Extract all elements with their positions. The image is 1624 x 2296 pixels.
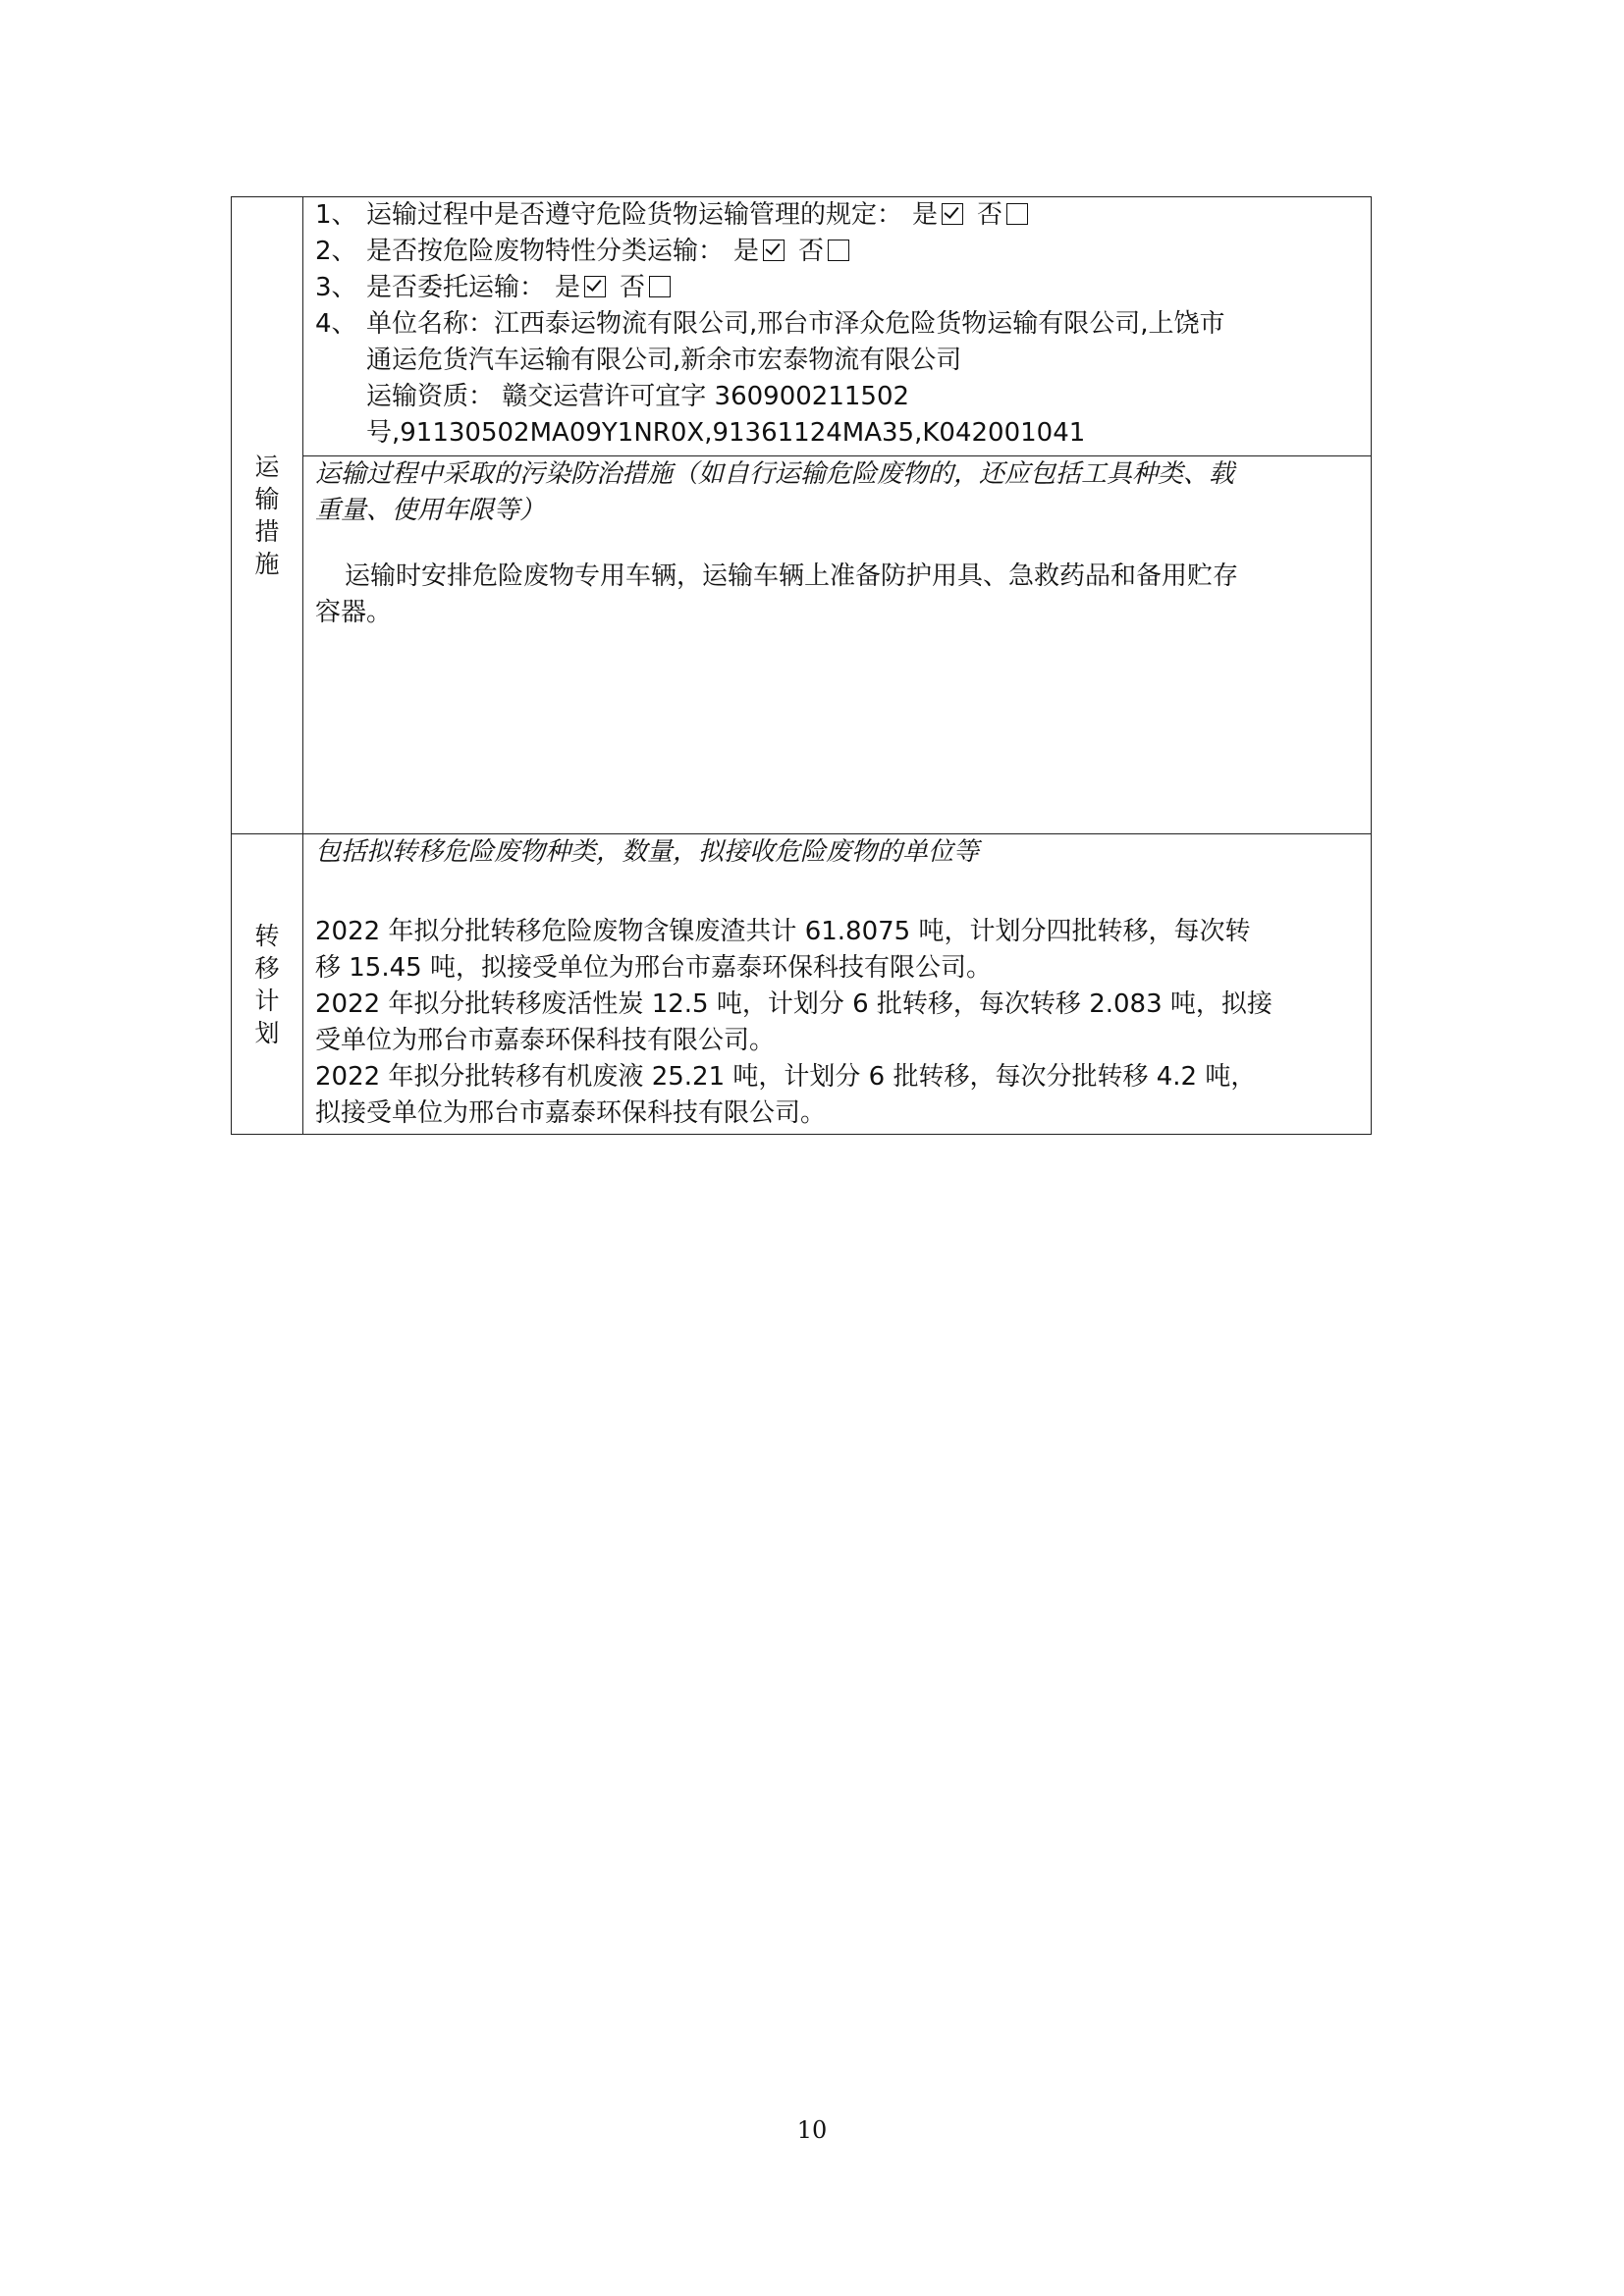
measures-prompt: 运输过程中采取的污染防治措施（如自行运输危险废物的，还应包括工具种类、载 [315, 459, 1235, 489]
transfer-plan-cell [303, 834, 1372, 1135]
transfer-line: 受单位为邢台市嘉泰环保科技有限公司。 [315, 1026, 776, 1055]
question-3: 3、 是否委托运输： 是 否 [315, 270, 1371, 306]
question-4: 4、 单位名称：江西泰运物流有限公司,邢台市泽众危险货物运输有限公司,上饶市 [315, 309, 1225, 339]
q1-no-checkbox[interactable] [1006, 203, 1028, 225]
q1-yes-checkbox[interactable] [942, 203, 963, 225]
q3-yes-checkbox[interactable] [584, 276, 606, 297]
transport-measures-cell [303, 456, 1372, 834]
q3-no-checkbox[interactable] [649, 276, 671, 297]
transfer-line: 2022 年拟分批转移废活性炭 12.5 吨，计划分 6 批转移，每次转移 2.083 吨，拟接 [315, 989, 1272, 1019]
transport-qualification: 运输资质： 赣交运营许可宜字 360900211502 [366, 382, 910, 411]
transport-questions-cell [303, 197, 1372, 456]
measures-text: 运输时安排危险废物专用车辆，运输车辆上准备防护用具、急救药品和备用贮存 [345, 561, 1239, 591]
page-number: 10 [796, 2116, 828, 2144]
transport-row-questions [232, 197, 1372, 456]
transfer-line: 拟接受单位为邢台市嘉泰环保科技有限公司。 [315, 1098, 827, 1128]
q2-yes-checkbox[interactable] [763, 240, 785, 261]
transfer-line: 2022 年拟分批转移危险废物含镍废渣共计 61.8075 吨，计划分四批转移，每次转 [315, 917, 1251, 946]
transfer-prompt: 包括拟转移危险废物种类，数量，拟接收危险废物的单位等 [315, 837, 980, 867]
transfer-row [232, 834, 1372, 1135]
form-table [231, 196, 1372, 1135]
company-names-cont: 通运危货汽车运输有限公司,新余市宏泰物流有限公司 [366, 346, 962, 375]
transfer-label: 转移计划 [254, 921, 280, 1047]
transport-label: 运输措施 [254, 453, 280, 578]
transfer-line: 2022 年拟分批转移有机废液 25.21 吨，计划分 6 批转移，每次分批转移 4.2 吨， [315, 1062, 1257, 1092]
question-2: 2、 是否按危险废物特性分类运输： 是 否 [315, 234, 1371, 270]
q2-no-checkbox[interactable] [828, 240, 849, 261]
transfer-label-cell [232, 834, 303, 1135]
measures-prompt-cont: 重量、使用年限等） [315, 496, 546, 525]
transport-label-cell [232, 197, 303, 834]
question-1: 1、 运输过程中是否遵守危险货物运输管理的规定： 是 否 [315, 197, 1371, 234]
transfer-line: 移 15.45 吨，拟接受单位为邢台市嘉泰环保科技有限公司。 [315, 953, 992, 983]
qualification-numbers: 号,91130502MA09Y1NR0X,91361124MA35,K042001041 [366, 418, 1086, 448]
measures-text-cont: 容器。 [315, 598, 393, 627]
transport-row-measures [232, 456, 1372, 834]
